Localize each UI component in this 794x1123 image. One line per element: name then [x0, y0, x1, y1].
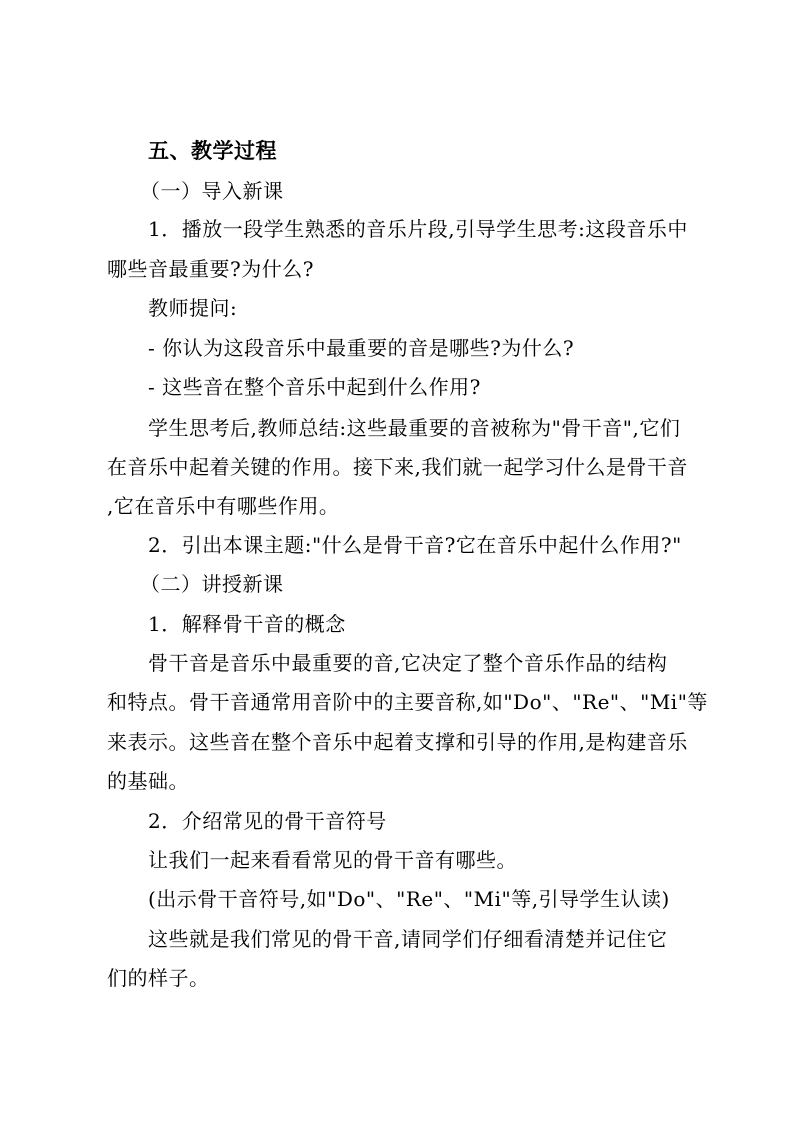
section-title: 五、教学过程: [148, 138, 277, 163]
concept-line-1: 骨干音是音乐中最重要的音,它决定了整个音乐作品的结构: [148, 651, 668, 675]
item-2: 2．引出本课主题:"什么是骨干音?它在音乐中起什么作用?": [148, 533, 682, 557]
concept-line-4: 的基础。: [107, 769, 189, 793]
show-symbols-line: (出示骨干音符号,如"Do"、"Re"、"Mi"等,引导学生认读): [148, 887, 670, 911]
subsection-title-lecture: （二）讲授新课: [140, 572, 284, 596]
item-1-line-2: 哪些音最重要?为什么?: [107, 257, 314, 281]
summary-line-1: 学生思考后,教师总结:这些最重要的音被称为"骨干音",它们: [148, 416, 681, 440]
summary-line-2: 在音乐中起着关键的作用。接下来,我们就一起学习什么是骨干音: [107, 455, 688, 479]
subsection-title-intro: （一）导入新课: [140, 179, 284, 203]
question-1: - 你认为这段音乐中最重要的音是哪些?为什么?: [148, 336, 575, 360]
item-4: 2．介绍常见的骨干音符号: [148, 809, 387, 833]
concept-line-3: 来表示。这些音在整个音乐中起着支撑和引导的作用,是构建音乐: [107, 730, 688, 754]
closing-line-1: 这些就是我们常见的骨干音,请同学们仔细看清楚并记住它: [148, 927, 668, 951]
item-3: 1．解释骨干音的概念: [148, 612, 346, 636]
intro-line: 让我们一起来看看常见的骨干音有哪些。: [148, 848, 517, 872]
closing-line-2: 们的样子。: [107, 966, 210, 990]
concept-line-2: 和特点。骨干音通常用音阶中的主要音称,如"Do"、"Re"、"Mi"等: [107, 690, 708, 714]
summary-line-3: ,它在音乐中有哪些作用。: [107, 494, 340, 518]
question-2: - 这些音在整个音乐中起到什么作用?: [148, 375, 481, 399]
teacher-question-label: 教师提问:: [148, 296, 238, 320]
item-1-line-1: 1．播放一段学生熟悉的音乐片段,引导学生思考:这段音乐中: [148, 217, 688, 241]
